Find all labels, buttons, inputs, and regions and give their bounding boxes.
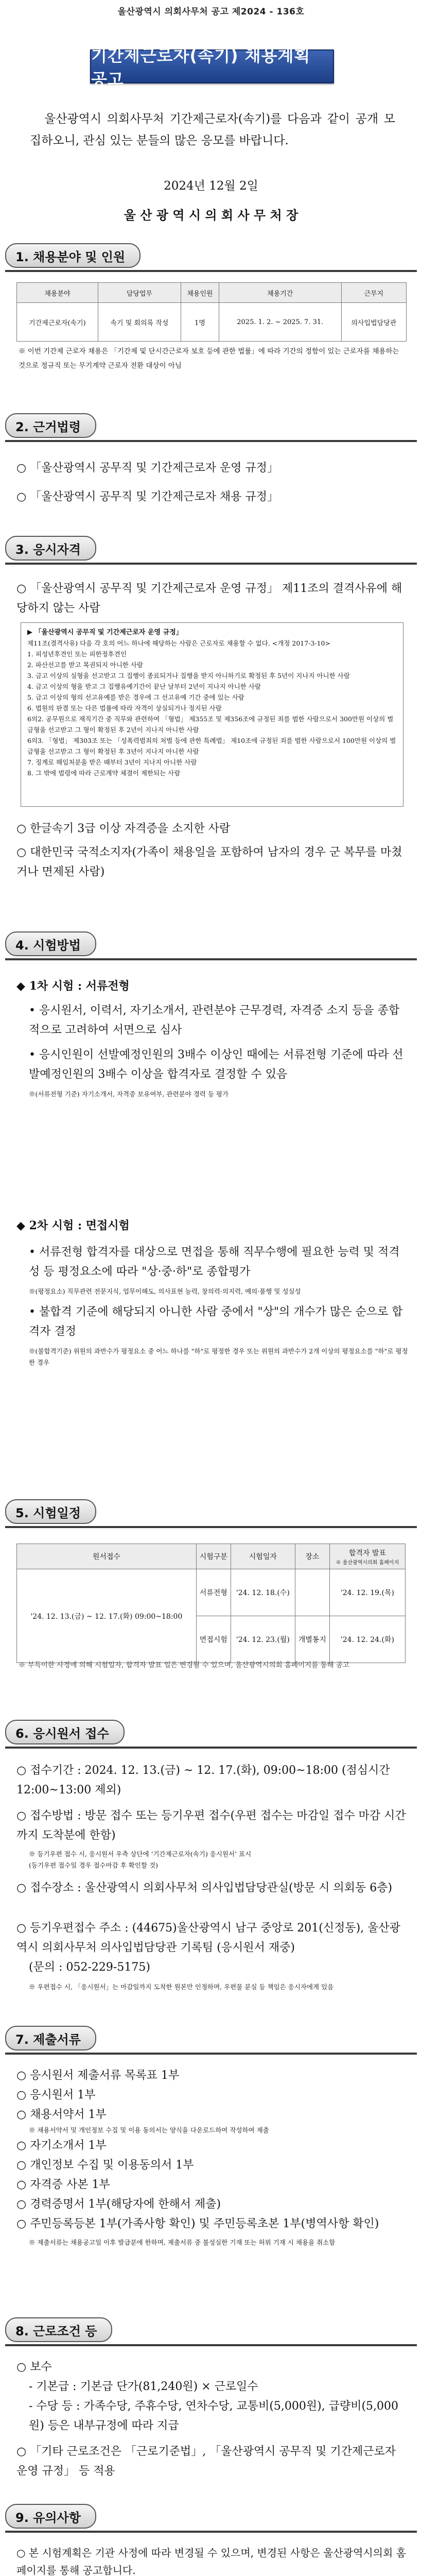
section-divider — [5, 2344, 417, 2346]
section-8-heading — [5, 2312, 417, 2345]
section-title: 7. 제출서류 — [5, 2026, 96, 2050]
exam-stage-title: ◆ 2차 시험 : 면접시험 — [16, 1219, 130, 1232]
section-divider — [5, 563, 417, 565]
table-cell: 개별통지 — [295, 1616, 329, 1663]
section-title: 8. 근로조건 등 — [5, 2317, 112, 2342]
caution-item: ○ 본 시험계획은 기관 사정에 따라 변경될 수 있으며, 변경된 사항은 울산광역시의회 홈페이지를 통해 공고합니다. — [16, 2547, 406, 2576]
document-text: 채용서약서 1부 — [30, 2108, 107, 2121]
document-note: ※ 제출서류는 채용공고일 이후 발급분에 한하며, 제출서류 중 불성실한 기재 또는 허위 기재 시 채용을 취소함 — [29, 2239, 336, 2246]
box-item: 2. 파산선고를 받고 복권되지 아니한 사람 — [27, 661, 143, 669]
section-divider — [5, 440, 417, 442]
table-row — [17, 1569, 406, 1616]
law-item: ○ 「울산광역시 공무직 및 기간제근로자 운영 규정」 — [16, 462, 278, 474]
apply-item: ○ 접수기간 : 2024. 12. 13.(금) ~ 12. 17.(화), 09:00~18:00 (점심시간 12:00~13:00 제외) — [16, 1764, 390, 1797]
table-header: 시험구분 — [196, 1544, 231, 1569]
section-title: 4. 시험방법 — [5, 931, 96, 956]
table-header: 담당업무 — [98, 283, 181, 303]
table-row — [17, 303, 407, 342]
section-7-heading — [5, 2021, 417, 2054]
document-text: 경력증명서 1부(해당자에 한해서 제출) — [30, 2198, 221, 2211]
section-4-heading — [5, 926, 417, 959]
exam-note: ※(평정요소) 직무관련 전문지식, 업무이해도, 의사표현 능력, 창의력·의지력, 예의·품행 및 성실성 — [29, 1287, 301, 1295]
qualification-item: ○ 한글속기 3급 이상 자격증을 소지한 사람 — [16, 822, 231, 835]
document-text: 자격증 사본 1부 — [30, 2178, 110, 2191]
document-item: ○ 응시원서 제출서류 목록표 1부 — [16, 2069, 180, 2082]
table-cell: '24. 12. 13.(금) ~ 12. 17.(화) 09:00~18:00 — [17, 1569, 197, 1663]
schedule-table — [16, 1544, 406, 1663]
document-item: ○ 개인정보 수집 및 이용동의서 1부 — [16, 2159, 194, 2172]
exam-item: • 응시원서, 이력서, 자기소개서, 관련분야 근무경력, 자격증 소지 등을 종합적으로 고려하여 서면으로 심사 — [29, 1004, 400, 1037]
caution-text: 본 시험계획은 기관 사정에 따라 변경될 수 있으며, 변경된 사항은 울산광역시의회 홈페이지를 통해 공고합니다. — [16, 2547, 406, 2576]
table-cell: 2025. 1. 2. ~ 2025. 7. 31. — [219, 303, 341, 342]
table-cell: 의사입법담당관 — [341, 303, 406, 342]
section-divider — [5, 2531, 417, 2533]
table-header: 근무지 — [341, 283, 406, 303]
work-item: ○ 「기타 근로조건은 「근로기준법」, 「울산광역시 공무직 및 기간제근로자 운영 규정」 등 적용 — [16, 2445, 396, 2478]
table-cell — [295, 1569, 329, 1616]
section-title: 9. 유의사항 — [5, 2504, 96, 2529]
law-text: 「울산광역시 공무직 및 기간제근로자 채용 규정」 — [30, 490, 278, 503]
apply-note: ※ 우편접수 시, 「응시원서」는 마감일까지 도착한 원본만 인정하며, 우편물 분실 등 책임은 응시자에게 있음 — [29, 1983, 334, 1991]
box-item: 6. 법원의 판결 또는 다른 법률에 따라 자격이 상실되거나 정지된 사람 — [27, 704, 222, 712]
work-conditions — [16, 2358, 410, 2481]
law-item: ○ 「울산광역시 공무직 및 기간제근로자 채용 규정」 — [16, 490, 278, 503]
document-item: ○ 경력증명서 1부(해당자에 한해서 제출) — [16, 2198, 221, 2211]
apply-contact: (문의 : 052-229-5175) — [29, 1961, 150, 1974]
table-cell: 1명 — [181, 303, 219, 342]
table-cell: '24. 12. 18.(수) — [231, 1569, 295, 1616]
apply-text: 접수방법 : 방문 접수 또는 등기우편 접수(우편 접수는 마감일 접수 마감 시간까지 도착분에 한함) — [16, 1809, 406, 1842]
box-item: 8. 그 밖에 법령에 따라 근로계약 체결이 제한되는 사람 — [27, 769, 181, 777]
qualification-extra — [16, 819, 410, 882]
table-cell: '24. 12. 24.(화) — [329, 1616, 405, 1663]
apply-note: ※ 등기우편 접수 시, 응시원서 우측 상단에 ‘기간제근로자(속기) 응시원서’ 표시 — [29, 1850, 252, 1858]
exam-item: • 서류전형 합격자를 대상으로 면접을 통해 직무수행에 필요한 능력 및 적격성 등 평정요소에 따라 "상·중·하"로 종합평가 — [29, 1246, 400, 1278]
caution-list — [16, 2544, 410, 2576]
table-header-row — [17, 1544, 406, 1569]
qualification-item: ○ 대한민국 국적소지자(가족이 채용일을 포함하여 남자의 경우 군 복무를 마쳤거나 면제된 사람) — [16, 846, 402, 878]
work-text: 「기타 근로조건은 「근로기준법」, 「울산광역시 공무직 및 기간제근로자 운영 규정」 등 적용 — [16, 2445, 396, 2478]
table-header: 원서접수 — [17, 1544, 197, 1569]
table-cell: 기간제근로자(속기) — [17, 303, 98, 342]
table-header: 채용인원 — [181, 283, 219, 303]
announcement-date: 2024년 12월 2일 — [164, 179, 258, 193]
section-3-heading — [5, 531, 417, 564]
application-info — [16, 1761, 410, 1993]
exam-item: • 응시인원이 선발예정인원의 3배수 이상인 때에는 서류전형 기준에 따라 선발예정인원의 3배수 이상을 합격자로 결정할 수 있음 — [29, 1048, 403, 1081]
schedule-note: ※ 부득이한 사정에 의해 시험일자, 합격자 발표 일은 변경될 수 있으며, 울산광역시의회 홈페이지를 통해 공고 — [19, 1661, 349, 1669]
exam-stage-2 — [16, 1216, 410, 1368]
section-9-heading — [5, 2499, 417, 2532]
required-documents — [16, 2066, 410, 2248]
header-label: 합격자 발표 — [348, 1549, 386, 1557]
document-text: 주민등록등본 1부(가족사항 확인) 및 주민등록초본 1부(병역사항 확인) — [30, 2217, 379, 2230]
section-divider — [5, 1747, 417, 1749]
apply-item: ○ 접수장소 : 울산광역시 의회사무처 의사입법담당관실(방문 시 의회동 6층) — [16, 1882, 393, 1894]
box-title: ▶ 「울산광역시 공무직 및 기간제근로자 운영 규정」 — [27, 629, 183, 636]
intro-paragraph: 울산광역시 의회사무처 기간제근로자(속기)를 다음과 같이 공개 모집하오니, 관심 있는 분들의 많은 응모를 바랍니다. — [30, 112, 395, 147]
recruitment-table — [16, 282, 407, 342]
table-header-row — [17, 283, 407, 303]
table-header: 장소 — [295, 1544, 329, 1569]
qualification-text: 한글속기 3급 이상 자격증을 소지한 사람 — [30, 822, 231, 835]
apply-text: 등기우편접수 주소 : (44675)울산광역시 남구 중앙로 201(신정동), 울산광역시 의회사무처 의사입법담당관 기록팀 (응시원서 재중) — [16, 1922, 400, 1954]
document-item: ○ 응시원서 1부 — [16, 2089, 96, 2102]
box-subtitle: 제11조(결격사유) 다음 각 호의 어느 하나에 해당하는 사람은 근로자로 채용할 수 없다. <개정 2017-3-10> — [27, 639, 330, 647]
work-text: 보수 — [30, 2361, 52, 2374]
document-text: 응시원서 제출서류 목록표 1부 — [30, 2069, 180, 2082]
header-sublabel: ※ 울산광역시의회 홈페이지 — [336, 1560, 399, 1566]
document-item: ○ 자기소개서 1부 — [16, 2139, 107, 2152]
law-list — [16, 459, 410, 507]
section-title: 6. 응시원서 접수 — [5, 1720, 125, 1744]
apply-item: ○ 등기우편접수 주소 : (44675)울산광역시 남구 중앙로 201(신정동), 울산광역시 의회사무처 의사입법담당관 기록팀 (응시원서 재중) — [16, 1922, 400, 1954]
table-cell: 속기 및 회의록 작성 — [98, 303, 181, 342]
exam-text: 불합격 기준에 해당되지 아니한 사람 중에서 "상"의 개수가 많은 순으로 합격자 결정 — [29, 1306, 403, 1338]
qualification-text: 대한민국 국적소지자(가족이 채용일을 포함하여 남자의 경우 군 복무를 마쳤거나 면제된 사람) — [16, 846, 402, 878]
box-item: 5. 금고 이상의 형의 선고유예를 받은 경우에 그 선고유예 기간 중에 있는 사람 — [27, 693, 244, 701]
section-title: 3. 응시자격 — [5, 536, 96, 561]
document-text: 응시원서 1부 — [30, 2089, 96, 2102]
table-header — [329, 1544, 405, 1569]
law-text: 「울산광역시 공무직 및 기간제근로자 운영 규정」 — [30, 462, 278, 474]
section-divider — [5, 2053, 417, 2055]
exam-stage-title: ◆ 1차 시험 : 서류전형 — [16, 979, 130, 993]
section-6-heading — [5, 1715, 417, 1748]
exam-text: 응시인원이 선발예정인원의 3배수 이상인 때에는 서류전형 기준에 따라 선발예정인원의 3배수 이상을 합격자로 결정할 수 있음 — [29, 1048, 403, 1081]
section-divider — [5, 270, 417, 272]
announcement-number: 울산광역시 의회사무처 공고 제2024 - 136호 — [117, 6, 305, 17]
document-item: ○ 자격증 사본 1부 — [16, 2178, 110, 2191]
table-cell: 서류전형 — [196, 1569, 231, 1616]
section-divider — [5, 1526, 417, 1528]
section-5-heading — [5, 1494, 417, 1527]
table-cell: 면접시험 — [196, 1616, 231, 1663]
table-header: 채용기간 — [219, 283, 341, 303]
qualification-text: 「울산광역시 공무직 및 기간제근로자 운영 규정」 제11조의 결격사유에 해당하지 않는 사람 — [16, 582, 402, 615]
exam-item: • 불합격 기준에 해당되지 아니한 사람 중에서 "상"의 개수가 많은 순으로 합격자 결정 — [29, 1306, 403, 1338]
section-divider — [5, 958, 417, 960]
stage-label: 2차 시험 : 면접시험 — [29, 1219, 130, 1232]
exam-stage-1 — [16, 976, 410, 1100]
box-item: 7. 징계로 해임처분을 받은 때부터 3년이 지나지 아니한 사람 — [27, 758, 197, 766]
document-text: 자기소개서 1부 — [30, 2139, 107, 2152]
work-item: ○ 보수 — [16, 2361, 52, 2374]
work-detail: - 기본급 : 기본급 단가(81,240원) × 근로일수 — [29, 2380, 258, 2393]
apply-item: ○ 접수방법 : 방문 접수 또는 등기우편 접수(우편 접수는 마감일 접수 마감 시간까지 도착분에 한함) — [16, 1809, 406, 1842]
exam-note: ※(서류전형 기준) 자기소개서, 자격증 보유여부, 관련분야 경력 등 평가 — [29, 1090, 229, 1098]
apply-text: 접수기간 : 2024. 12. 13.(금) ~ 12. 17.(화), 09:00~18:00 (점심시간 12:00~13:00 제외) — [16, 1764, 390, 1797]
exam-text: 서류전형 합격자를 대상으로 면접을 통해 직무수행에 필요한 능력 및 적격성 등 평정요소에 따라 "상·중·하"로 종합평가 — [29, 1246, 400, 1278]
qualification-item: ○ 「울산광역시 공무직 및 기간제근로자 운영 규정」 제11조의 결격사유에 해당하지 않는 사람 — [16, 582, 402, 615]
box-item: 6의3. 「형법」 제303조 또는 「성폭력범죄의 처벌 등에 관한 특례법」 제10조에 규정된 죄를 범한 사람으로서 100만원 이상의 벌금형을 선고받고 그 형이 확정된 후 3년이 지나지 아니한 사람 — [27, 737, 396, 755]
disqualification-box — [21, 622, 403, 807]
apply-text: 접수장소 : 울산광역시 의회사무처 의사입법담당관실(방문 시 의회동 6층) — [30, 1882, 393, 1894]
section-title: 5. 시험일정 — [5, 1499, 96, 1524]
box-item: 6의2. 공무원으로 재직기간 중 직무와 관련하여 「형법」 제355조 및 제356조에 규정된 죄를 범한 사람으로서 300만원 이상의 벌금형을 선고받고 그 형이 확정된 후 2년이 지나지 아니한 사람 — [27, 715, 394, 734]
stage-label: 1차 시험 : 서류전형 — [29, 979, 130, 993]
table-header: 시험일자 — [231, 1544, 295, 1569]
table-cell: '24. 12. 19.(목) — [329, 1569, 405, 1616]
section-title: 2. 근거법령 — [5, 413, 96, 438]
document-item: ○ 주민등록등본 1부(가족사항 확인) 및 주민등록초본 1부(병역사항 확인) — [16, 2217, 379, 2230]
exam-text: 응시원서, 이력서, 자기소개서, 관련분야 근무경력, 자격증 소지 등을 종합적으로 고려하여 서면으로 심사 — [29, 1004, 400, 1037]
qualification-main — [16, 579, 410, 618]
work-detail: - 수당 등 : 가족수당, 주휴수당, 연차수당, 교통비(5,000원), 급량비(5,000원) 등은 내부규정에 따라 지급 — [29, 2400, 399, 2432]
table-cell: '24. 12. 23.(월) — [231, 1616, 295, 1663]
document-note: ※ 채용서약서 및 개인정보 수집 및 이용 동의서는 양식을 다운로드하여 작성하여 제출 — [29, 2126, 269, 2134]
announcement-title: 기간제근로자(속기) 채용계획 공고 — [90, 49, 334, 83]
box-item: 4. 금고 이상의 형을 받고 그 집행유예기간이 끝난 날부터 2년이 지나지 아니한 사람 — [27, 683, 261, 690]
apply-note: (등기우편 접수일 경우 접수마감 후 확인할 것) — [29, 1861, 158, 1869]
table-header: 채용분야 — [17, 283, 98, 303]
document-text: 개인정보 수집 및 이용동의서 1부 — [30, 2159, 194, 2172]
section-2-heading — [5, 408, 417, 441]
issuing-organization: 울 산 광 역 시 의 회 사 무 처 장 — [124, 208, 298, 223]
fixed-term-note: ※ 이번 기간제 근로자 채용은 「기간제 및 단시간근로자 보호 등에 관한 법률」에 따라 기간의 정함이 있는 근로자를 채용하는 것으로 정규직 또는 무기계약 근로자 전환 대상이 아님 — [19, 347, 399, 370]
document-item: ○ 채용서약서 1부 — [16, 2108, 107, 2121]
exam-note: ※(불합격기준) 위원의 과반수가 평정요소 중 어느 하나를 "하"로 평정한 경우 또는 위원의 과반수가 2개 이상의 평정요소를 "하"로 평정한 경우 — [29, 1347, 408, 1366]
section-1-heading — [5, 238, 417, 271]
box-item: 1. 피성년후견인 또는 피한정후견인 — [27, 650, 127, 658]
section-title: 1. 채용분야 및 인원 — [5, 243, 140, 268]
box-item: 3. 금고 이상의 실형을 선고받고 그 집행이 종료되거나 집행을 받지 아니하기로 확정된 후 5년이 지나지 아니한 사람 — [27, 672, 350, 680]
